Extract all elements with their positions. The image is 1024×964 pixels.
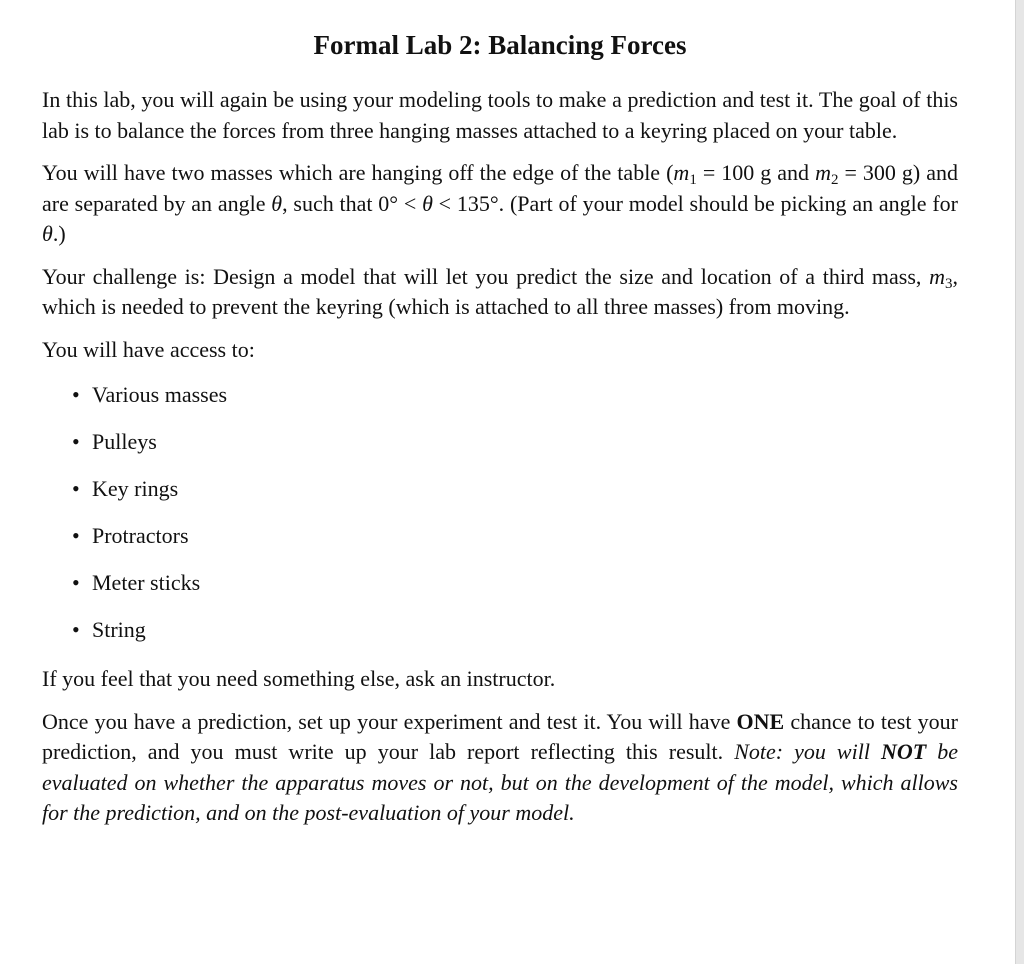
equipment-list (42, 380, 958, 645)
bullet-icon: • (72, 523, 80, 548)
challenge-tail: , which is needed to prevent the keyring (which is attached to all three masses) from moving. (42, 263, 958, 319)
note-tail: be evaluated on whether the apparatus moves or not, but on the development of the model, which allows for the prediction, and on the post-evaluation of your model. (42, 739, 959, 825)
m3-subscript: 3 (945, 275, 953, 292)
m1-variable: m (673, 160, 690, 185)
list-item-label: Pulleys (92, 429, 157, 454)
bullet-icon: • (72, 476, 80, 501)
challenge-paragraph (42, 262, 958, 323)
list-item-label: String (92, 617, 146, 642)
bullet-icon: • (72, 382, 80, 407)
list-item-label: Key rings (92, 476, 179, 501)
bullet-icon: • (72, 617, 80, 642)
ask-instructor-paragraph: If you feel that you need something else, ask an instructor. (42, 666, 556, 691)
theta-symbol: θ (422, 190, 433, 216)
document-content (42, 27, 958, 841)
theta-symbol: θ (42, 221, 53, 246)
not-emphasis: NOT (880, 739, 927, 764)
masses-close: .) (52, 221, 66, 246)
m3-variable: m (929, 263, 945, 289)
note-lead: Note: you will (734, 739, 881, 764)
list-item (42, 521, 958, 551)
list-item-label: Meter sticks (92, 570, 201, 595)
access-intro: You will have access to: (42, 336, 255, 362)
bullet-icon: • (72, 570, 80, 595)
list-item-label: Protractors (92, 523, 189, 548)
list-item (42, 380, 958, 410)
angle-range-lead: , such that 0° < (282, 190, 423, 216)
masses-paragraph (42, 158, 958, 250)
m2-value: = 300 g) and are separated by an angle (42, 160, 959, 216)
bullet-icon: • (72, 429, 80, 454)
list-item (42, 427, 958, 457)
list-item (42, 568, 958, 598)
m1-value: = 100 g and (696, 160, 816, 185)
closing-part1: Once you have a prediction, set up your experiment and test it. You will have (42, 708, 737, 734)
masses-lead: You will have two masses which are hanging off the edge of the table ( (42, 160, 674, 185)
page-title: Formal Lab 2: Balancing Forces (313, 30, 687, 60)
theta-symbol: θ (271, 190, 283, 216)
list-item-label: Various masses (92, 382, 228, 407)
challenge-lead: Your challenge is: Design a model that will let you predict the size and location of a third mass, (42, 263, 930, 289)
m2-subscript: 2 (830, 172, 839, 188)
m2-variable: m (815, 160, 831, 185)
closing-part2: chance to test your prediction, and you must write up your lab report reflecting this result. (42, 708, 958, 764)
m1-subscript: 1 (689, 172, 697, 188)
one-emphasis: ONE (736, 708, 785, 734)
closing-paragraph (42, 707, 958, 829)
list-item (42, 615, 958, 645)
list-item (42, 474, 958, 504)
page-edge-divider (1015, 0, 1024, 964)
intro-paragraph: In this lab, you will again be using your modeling tools to make a prediction and test it. The goal of this lab is to balance the forces from three hanging masses attached to a keyring placed on your table. (42, 87, 958, 143)
angle-range-tail: < 135°. (Part of your model should be picking an angle for (432, 190, 958, 216)
